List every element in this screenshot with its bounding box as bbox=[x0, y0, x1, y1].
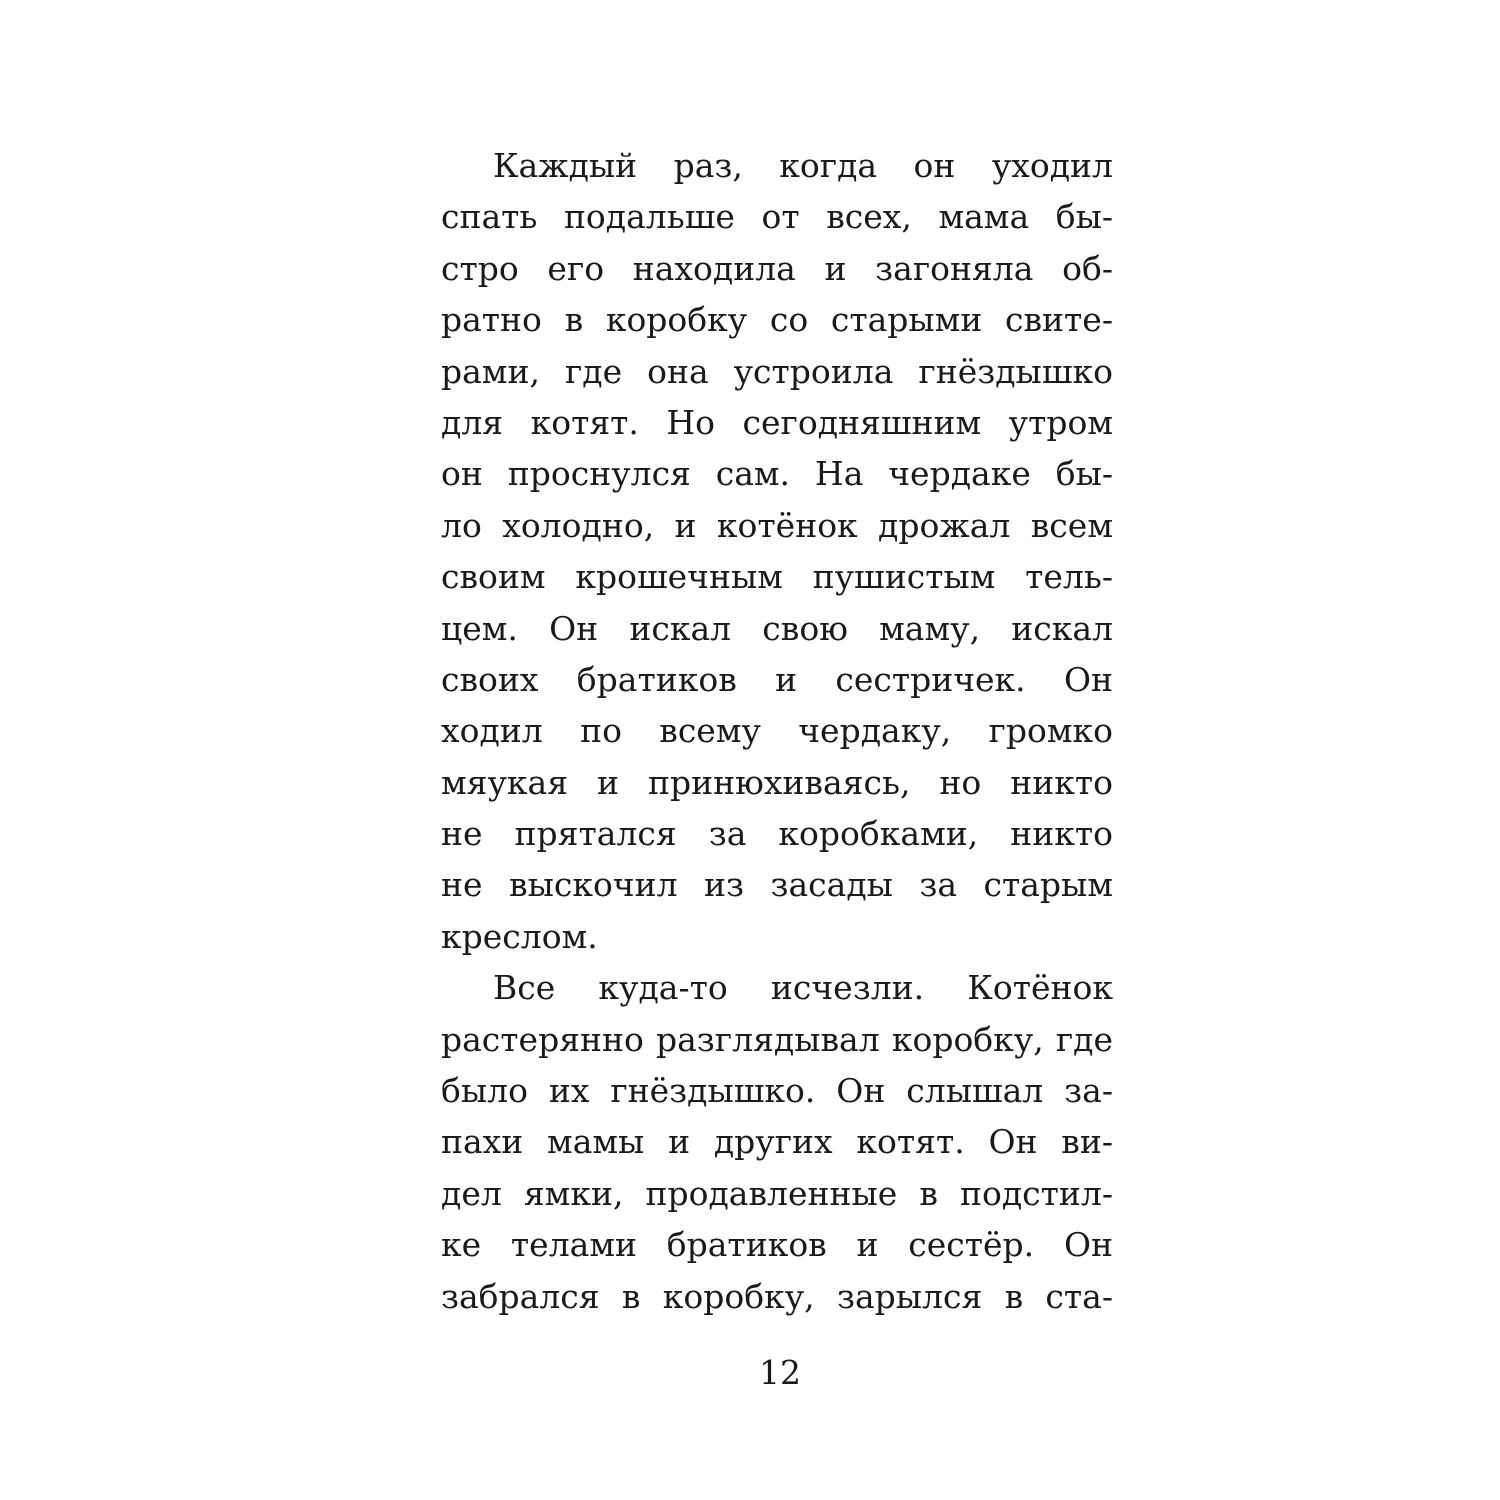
text-line: спать подальше от всех, мама бы- bbox=[441, 197, 1113, 237]
text-line: растерянно разглядывал коробку, где bbox=[441, 1019, 1113, 1059]
text-line: дел ямки, продавленные в подстил- bbox=[441, 1173, 1113, 1213]
text-line: своим крошечным пушистым тель- bbox=[441, 557, 1113, 597]
text-line: ке телами братиков и сестёр. Он bbox=[441, 1225, 1113, 1265]
text-line: стро его находила и загоняла об- bbox=[441, 248, 1113, 288]
text-line: мяукая и принюхиваясь, но никто bbox=[441, 762, 1113, 802]
text-line: рами, где она устроила гнёздышко bbox=[441, 351, 1113, 391]
paragraph-1 bbox=[441, 140, 1113, 962]
paragraph-2 bbox=[441, 962, 1113, 1322]
body-text bbox=[441, 140, 1113, 1322]
text-line: ло холодно, и котёнок дрожал всем bbox=[441, 505, 1113, 545]
text-line: ходил по всему чердаку, громко bbox=[441, 711, 1113, 751]
text-line: было их гнёздышко. Он слышал за- bbox=[441, 1071, 1113, 1111]
text-line: Каждый раз, когда он уходил bbox=[493, 146, 1113, 185]
text-line: пахи мамы и других котят. Он ви- bbox=[441, 1122, 1113, 1162]
text-line: забрался в коробку, зарылся в ста- bbox=[441, 1276, 1113, 1316]
text-line: ратно в коробку со старыми свите- bbox=[441, 300, 1113, 340]
text-line: креслом. bbox=[441, 916, 598, 956]
text-line: он проснулся сам. На чердаке бы- bbox=[441, 454, 1113, 494]
text-line: своих братиков и сестричек. Он bbox=[441, 659, 1113, 699]
page-number: 12 bbox=[759, 1353, 801, 1392]
text-line: не прятался за коробками, никто bbox=[441, 814, 1113, 854]
text-line: Все куда-то исчезли. Котёнок bbox=[493, 968, 1113, 1008]
text-line: цем. Он искал свою маму, искал bbox=[441, 608, 1113, 648]
text-line: не выскочил из засады за старым bbox=[441, 865, 1113, 905]
text-line: для котят. Но сегодняшним утром bbox=[441, 402, 1113, 442]
